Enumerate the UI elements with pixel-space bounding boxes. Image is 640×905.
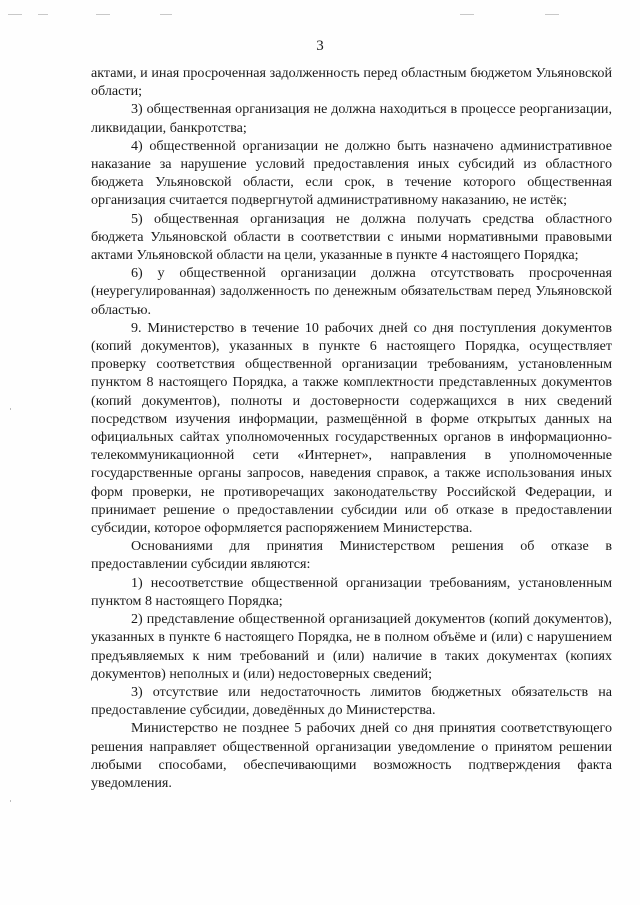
scan-artifact — [10, 800, 11, 802]
paragraph: 2) представление общественной организацией документов (копий документов), указанных в пункте 6 настоящего Порядка, не в полном объёме и (или) с нарушением предъявляемых к ним требований и (или) наличие в таких документах (копиях документов) неполных и (или) недостоверных сведений; — [91, 611, 612, 682]
page-number: 3 — [316, 38, 324, 54]
document-body — [91, 64, 612, 792]
scan-artifact — [10, 408, 11, 410]
paragraph: 3) общественная организация не должна находиться в процессе реорганизации, ликвидации, банкротства; — [91, 101, 612, 136]
paragraph: 5) общественная организация не должна получать средства областного бюджета Ульяновской области в соответствии с иными нормативными правовыми актами Ульяновской области на цели, указанные в пункте 4 настоящего Порядка; — [91, 210, 612, 264]
paragraph: 6) у общественной организации должна отсутствовать просроченная (неурегулированная) задолженность по денежным обязательствам перед Ульяновской областью. — [91, 265, 612, 318]
paragraph: 4) общественной организации не должно быть назначено административное наказание за нарушение условий предоставления иных субсидий из областного бюджета Ульяновской области, если срок, в течение которого общественная организация считается подвергнутой административному наказанию, не истёк; — [91, 137, 612, 209]
scan-artifact — [38, 14, 48, 15]
paragraph: 9. Министерство в течение 10 рабочих дней со дня поступления документов (копий документов), указанных в пункте 6 настоящего Порядка, осуществляет проверку соответствия общественной организации требованиям, установленным пунктом 8 настоящего Порядка, а также комплектности представленных документов (копий документов), полноты и достоверности содержащихся в них сведений посредством изучения информации, размещённой в форме открытых данных на официальных сайтах уполномоченных государственных органов в информационно-телекоммуникационной сети «Интернет», направления в уполномоченные государственные органы запросов, наведения справок, а также использования иных форм проверки, не противоречащих законодательству Российской Федерации, и принимает решение о предоставлении субсидии или об отказе в предоставлении субсидии, которое оформляется распоряжением Министерства. — [91, 319, 612, 537]
paragraph: 1) несоответствие общественной организации требованиям, установленным пунктом 8 настоящего Порядка; — [91, 574, 612, 609]
paragraph: Министерство не позднее 5 рабочих дней со дня принятия соответствующего решения направляет общественной организации уведомление о принятом решении любыми способами, обеспечивающими возможность подтверждения факта уведомления. — [91, 720, 612, 791]
scan-artifact — [545, 14, 559, 15]
scan-artifact — [160, 14, 172, 15]
scan-artifact — [8, 14, 22, 15]
paragraph: 3) отсутствие или недостаточность лимитов бюджетных обязательств на предоставление субсидии, доведённых до Министерства. — [91, 683, 612, 719]
scan-artifact — [460, 14, 474, 15]
paragraph: актами, и иная просроченная задолженность перед областным бюджетом Ульяновской области; — [91, 65, 612, 100]
paragraph: Основаниями для принятия Министерством решения об отказе в предоставлении субсидии являются: — [91, 538, 612, 573]
scan-artifact — [96, 14, 110, 15]
